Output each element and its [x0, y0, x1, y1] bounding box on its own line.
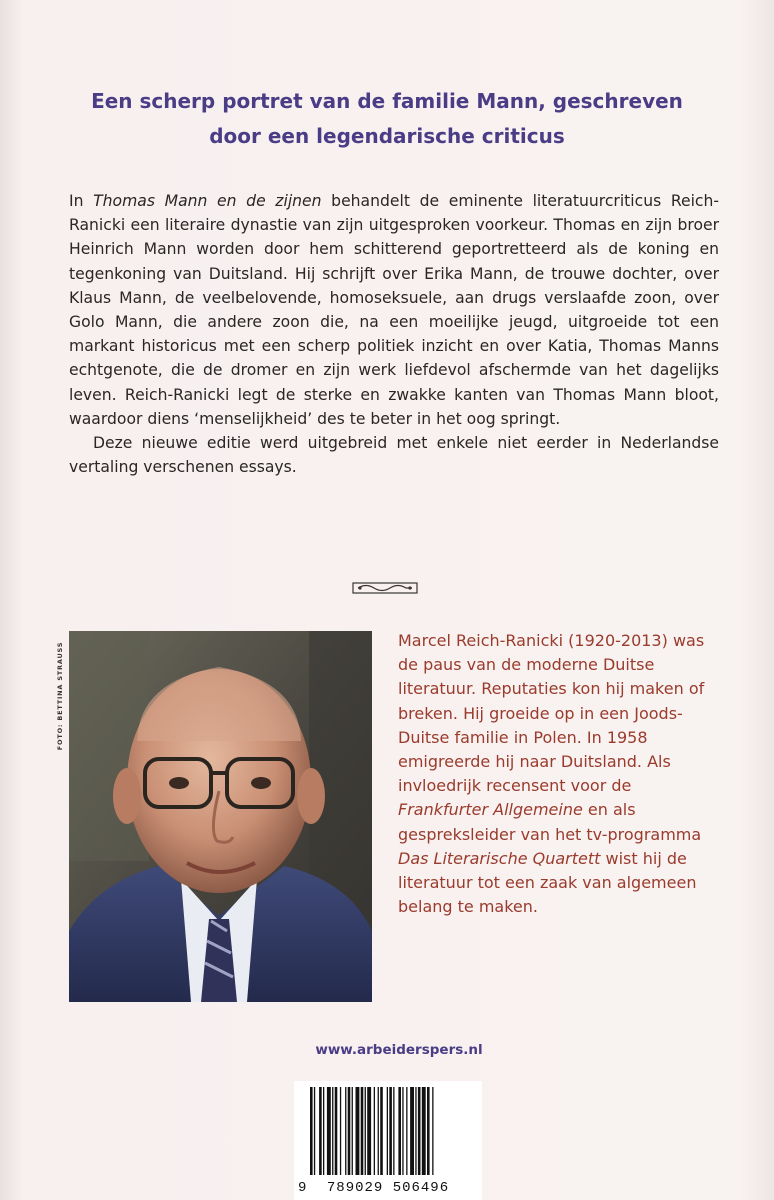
author-bio-text: Marcel Reich-Ranicki (1920-2013) was de paus van de moderne Duitse literatuur. Reputaties kon hij maken of breken. Hij groeide op in een Joods-Duitse familie in Polen. In 1958 emigreerde hij naar Duitsland. Als invloedrijk recensent voor de Frankfurter Allgemeine en als gespreksleider van het tv-programma Das Literarische Quartett wist hij de literatuur tot een zaak van algemeen belang te maken.	[398, 631, 705, 917]
blurb-body: behandelt de eminente literatuurcriticus Reich-Ranicki een literaire dynastie van zijn uitgesproken voorkeur. Thomas en zijn broer Heinrich Mann worden door hem schitterend geportretteerd als de koning en tegenkoning van Duitsland. Hij schrijft over Erika Mann, de trouwe dochter, over Klaus Mann, de veelbelovende, homoseksuele, aan drugs verslaafde zoon, over Golo Mann, die andere zoon die, na een moeilijke jeugd, uitgroeide tot een markant historicus met een scherp politiek inzicht en over Katia, Thomas Manns echtgenote, die de dromer en zijn werk liefdevol afschermde van het dagelijks leven. Reich-Ranicki legt de sterke en zwakke kanten van Thomas Mann bloot, waardoor diens ‘menselijkheid’ des te beter in het oog springt.	[69, 192, 719, 428]
newspaper-title: Frankfurter Allgemeine	[398, 800, 583, 820]
blurb-prefix: In	[69, 192, 94, 210]
blurb	[69, 189, 719, 479]
author-portrait-image	[69, 631, 372, 1002]
barcode-bars-image	[294, 1081, 482, 1179]
ornament-divider-icon	[352, 580, 418, 596]
blurb-paragraph-1	[69, 189, 719, 431]
isbn-digits: 789029 506496	[326, 1180, 450, 1196]
barcode	[294, 1081, 482, 1200]
blurb-paragraph-2: Deze nieuwe editie werd uitgebreid met enkele niet eerder in Nederlandse vertaling verschenen essays.	[69, 434, 719, 477]
tv-program-title: Das Literarische Quartett	[398, 848, 601, 868]
author-bio	[398, 629, 718, 919]
headline	[40, 84, 734, 154]
isbn-first-digit: 9	[298, 1180, 308, 1196]
headline-line-1: Een scherp portret van de familie Mann, geschreven	[91, 89, 683, 113]
photo-credit: FOTO: BETTINA STRAUSS	[56, 641, 64, 751]
headline-line-2: door een legendarische criticus	[209, 124, 565, 148]
publisher-website[interactable]: www.arbeiderspers.nl	[315, 1042, 483, 1058]
book-title: Thomas Mann en de zijnen	[93, 192, 322, 210]
author-photo	[69, 631, 372, 1002]
isbn-number	[294, 1180, 482, 1196]
